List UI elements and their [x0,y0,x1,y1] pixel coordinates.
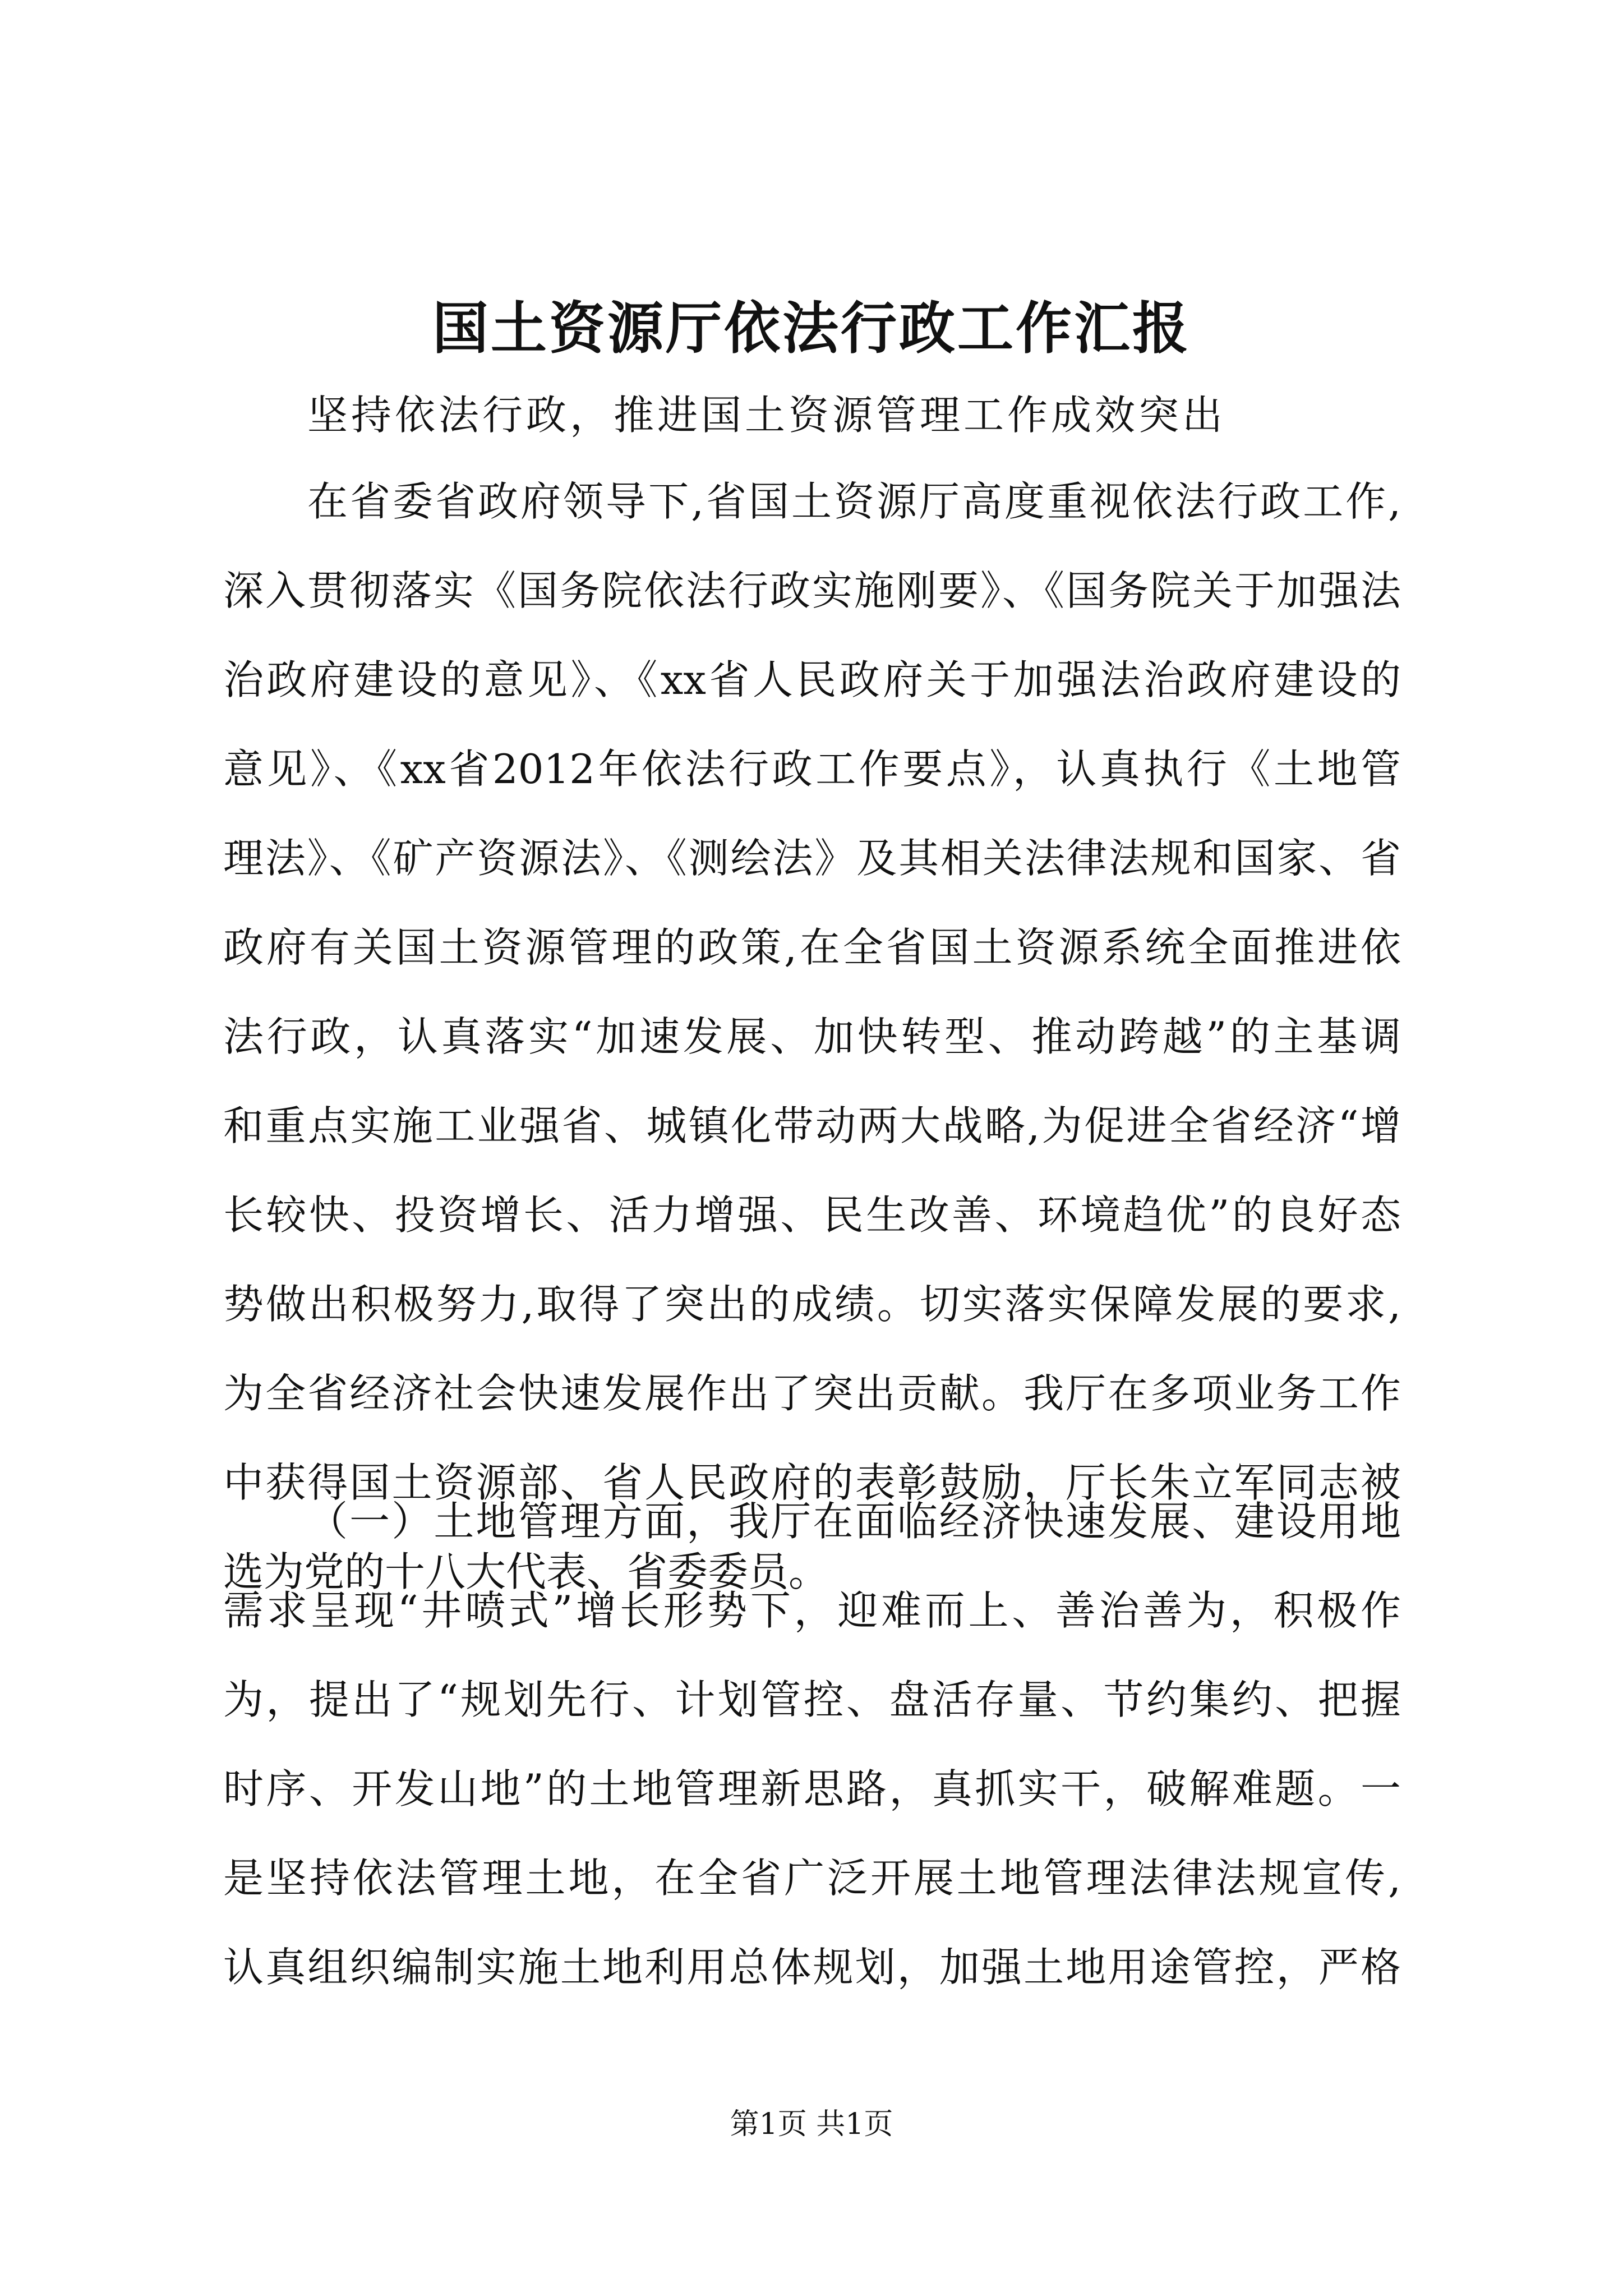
paragraph-line: 时序、开发山地”的土地管理新思路，真抓实干，破解难题。一 [223,1765,1401,1812]
page-number-footer: 第1页 共1页 [730,2108,893,2141]
paragraph-line: 长较快、投资增长、活力增强、民生改善、环境趋优”的良好态 [223,1191,1401,1239]
paragraph-line: 意见》、《xx省2012年依法行政工作要点》，认真执行《土地管 [223,746,1401,793]
paragraph-line: 中获得国土资源部、省人民政府的表彰鼓励，厅长朱立军同志被 [223,1459,1401,1506]
paragraph-line: 和重点实施工业强省、城镇化带动两大战略,为促进全省经济“增 [223,1102,1401,1149]
paragraph-line: 为全省经济社会快速发展作出了突出贡献。我厅在多项业务工作 [223,1370,1401,1417]
paragraph-line: 在省委省政府领导下,省国土资源厅高度重视依法行政工作, [307,478,1401,525]
paragraph-line: 是坚持依法管理土地，在全省广泛开展土地管理法律法规宣传, [223,1855,1401,1902]
document-subtitle: 坚持依法行政，推进国土资源管理工作成效突出 [307,392,1227,439]
paragraph-land-management [223,1493,1401,2028]
paragraph-intro [223,473,1401,1633]
paragraph-line: 势做出积极努力,取得了突出的成绩。切实落实保障发展的要求, [223,1281,1401,1328]
paragraph-line: 理法》、《矿产资源法》、《测绘法》及其相关法律法规和国家、省 [223,835,1401,882]
paragraph-line: 选为党的十八大代表、省委委员。 [223,1548,829,1595]
paragraph-line: 深入贯彻落实《国务院依法行政实施刚要》、《国务院关于加强法 [223,567,1401,614]
paragraph-line: 需求呈现“井喷式”增长形势下，迎难而上、善治善为，积极作 [223,1587,1401,1634]
paragraph-line: 为，提出了“规划先行、计划管控、盘活存量、节约集约、把握 [223,1676,1401,1723]
paragraph-line: 治政府建设的意见》、《xx省人民政府关于加强法治政府建设的 [223,656,1401,703]
paragraph-line: 法行政，认真落实“加速发展、加快转型、推动跨越”的主基调 [223,1013,1401,1060]
document-title: 国土资源厅依法行政工作汇报 [432,295,1191,361]
paragraph-line: 认真组织编制实施土地利用总体规划，加强土地用途管控，严格 [223,1944,1401,1991]
paragraph-line: 政府有关国土资源管理的政策,在全省国土资源系统全面推进依 [223,924,1401,971]
paragraph-line: （一）土地管理方面，我厅在面临经济快速发展、建设用地 [307,1498,1401,1545]
